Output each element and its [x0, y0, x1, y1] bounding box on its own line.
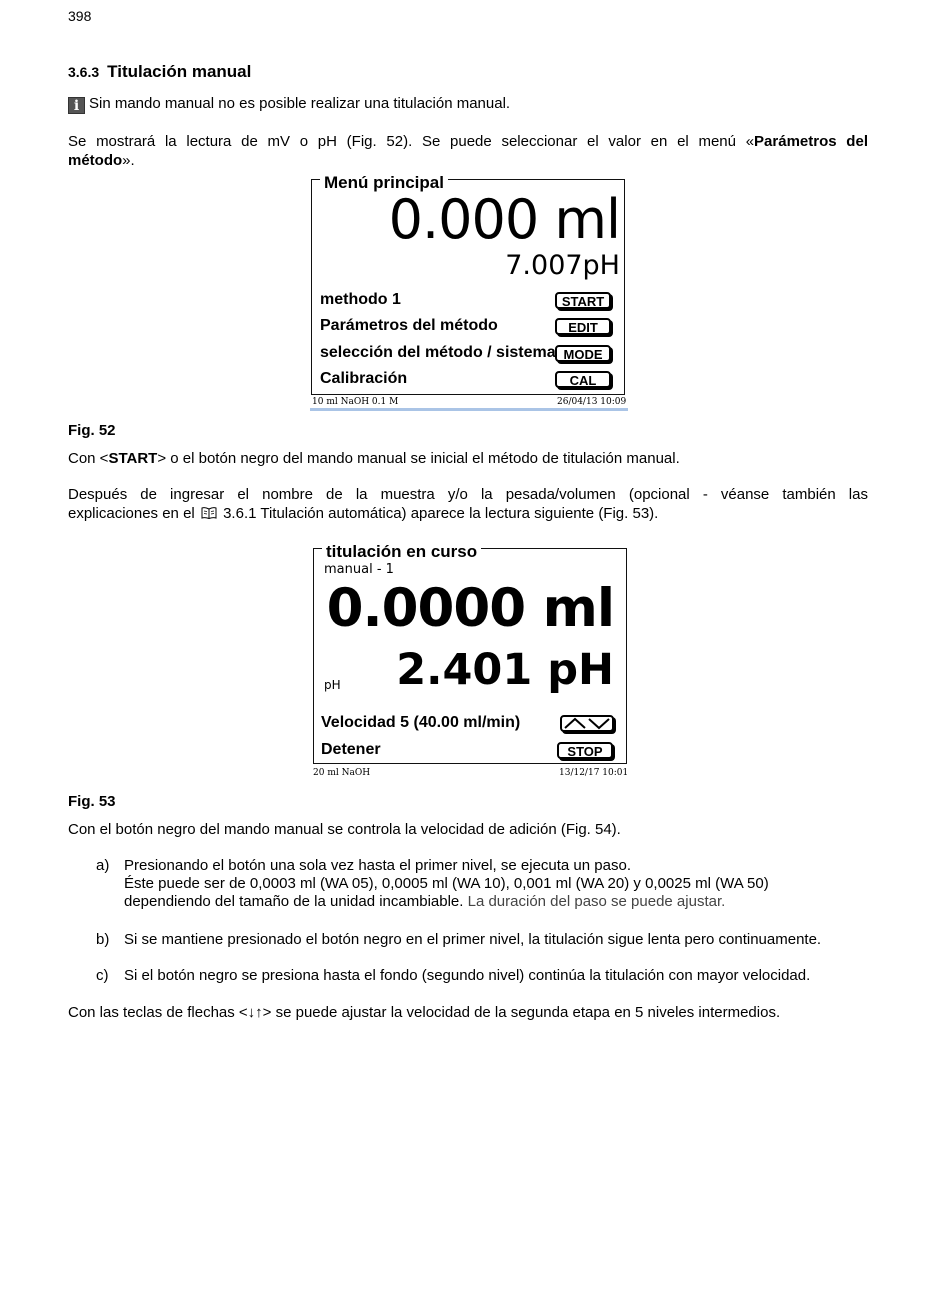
start-key[interactable]: START [555, 292, 611, 309]
list-marker-b: b) [96, 931, 110, 948]
list-item-c [96, 967, 880, 985]
fig53-volume: 0.0000 ml [326, 578, 614, 639]
fig53-subtitle: manual - 1 [324, 562, 394, 577]
info-note-text: Sin mando manual no es posible realizar una titulación manual. [89, 95, 511, 112]
up-down-arrows-icon [562, 717, 612, 730]
edit-key[interactable]: EDIT [555, 318, 611, 335]
info-icon: i [68, 97, 85, 114]
para-5: Con las teclas de flechas <↓↑> se puede ajustar la velocidad de la segunda etapa en 5 niveles intermedios. [68, 1004, 781, 1021]
para-1-end: ». [122, 152, 135, 169]
fig52-row-calibration: Calibración [320, 370, 408, 387]
fig52-title: Menú principal [320, 173, 448, 193]
section-title: Titulación manual [107, 62, 252, 81]
fig52-status-right: 26/04/13 10:09 [557, 397, 627, 407]
fig52-row-selection: selección del método / sistema [320, 344, 556, 361]
fig53-status-right: 13/12/17 10:01 [559, 768, 629, 778]
cal-key[interactable]: CAL [555, 371, 611, 388]
list-b-text: Si se mantiene presionado el botón negro en el primer nivel, la titulación sigue lenta pero continuamente. [124, 931, 822, 948]
list-item-a [96, 857, 880, 911]
list-marker-a: a) [96, 857, 110, 874]
para-2-pre: Con < [68, 450, 109, 467]
para-1-bold-2: método [68, 152, 123, 169]
fig53-title: titulación en curso [322, 542, 481, 562]
para-2 [68, 450, 868, 468]
list-item-b [96, 931, 890, 949]
fig52-status-left: 10 ml NaOH 0.1 M [312, 397, 399, 407]
fig53-ph-value: 2.401 pH [396, 645, 614, 695]
fig53-caption: Fig. 53 [68, 793, 116, 810]
para-1-bold: Parámetros del [754, 133, 868, 150]
info-note [68, 95, 868, 114]
para-2-post: > o el botón negro del mando manual se inicial el método de titulación manual. [157, 450, 680, 467]
fig52-bottom-bar [310, 408, 628, 411]
list-c-text: Si el botón negro se presiona hasta el fondo (segundo nivel) continúa la titulación con mayor velocidad. [124, 967, 811, 984]
fig53-speed: Velocidad 5 (40.00 ml/min) [321, 714, 521, 731]
speed-arrows-key[interactable] [560, 715, 614, 732]
list-a-line-3b: La duración del paso se puede ajustar. [467, 893, 726, 910]
fig53-ph-label: pH [324, 678, 341, 692]
stop-key[interactable]: STOP [557, 742, 613, 759]
list-a-line-3 [124, 893, 880, 911]
fig53-stop-label: Detener [321, 741, 381, 758]
list-a-line-1: Presionando el botón una sola vez hasta el primer nivel, se ejecuta un paso. [124, 857, 631, 874]
section-number: 3.6.3 [68, 64, 100, 80]
fig52-ph: 7.007pH [505, 250, 620, 281]
para-1-text: Se mostrará la lectura de mV o pH (Fig. 52). Se puede seleccionar el valor en el menú « [68, 133, 755, 150]
para-3-line-1: Después de ingresar el nombre de la muestra y/o la pesada/volumen (opcional - véanse también las [68, 486, 868, 503]
para-3-line-2-post: 3.6.1 Titulación automática) aparece la lectura siguiente (Fig. 53). [223, 505, 659, 522]
para-3-line-2 [68, 505, 868, 523]
fig52-row-params: Parámetros del método [320, 317, 498, 334]
section-heading [68, 62, 251, 82]
mode-key[interactable]: MODE [555, 345, 611, 362]
para-2-bold: START [108, 450, 158, 467]
para-1-line-1 [68, 133, 868, 151]
list-marker-c: c) [96, 967, 109, 984]
list-a-line-2: Éste puede ser de 0,0003 ml (WA 05), 0,0005 ml (WA 10), 0,001 ml (WA 20) y 0,0025 ml (WA 50) [124, 875, 769, 892]
fig53-status-left: 20 ml NaOH [313, 768, 371, 778]
fig52-row-method: methodo 1 [320, 291, 401, 308]
para-3-line-2-pre: explicaciones en el [68, 505, 195, 522]
book-icon [201, 507, 217, 519]
fig52-volume: 0.000 ml [388, 188, 620, 251]
para-1-line-2 [68, 152, 868, 170]
page-number: 398 [68, 8, 92, 24]
fig52-caption: Fig. 52 [68, 422, 116, 439]
para-4: Con el botón negro del mando manual se controla la velocidad de adición (Fig. 54). [68, 821, 621, 838]
list-a-line-3a: dependiendo del tamaño de la unidad incambiable. [124, 893, 464, 910]
